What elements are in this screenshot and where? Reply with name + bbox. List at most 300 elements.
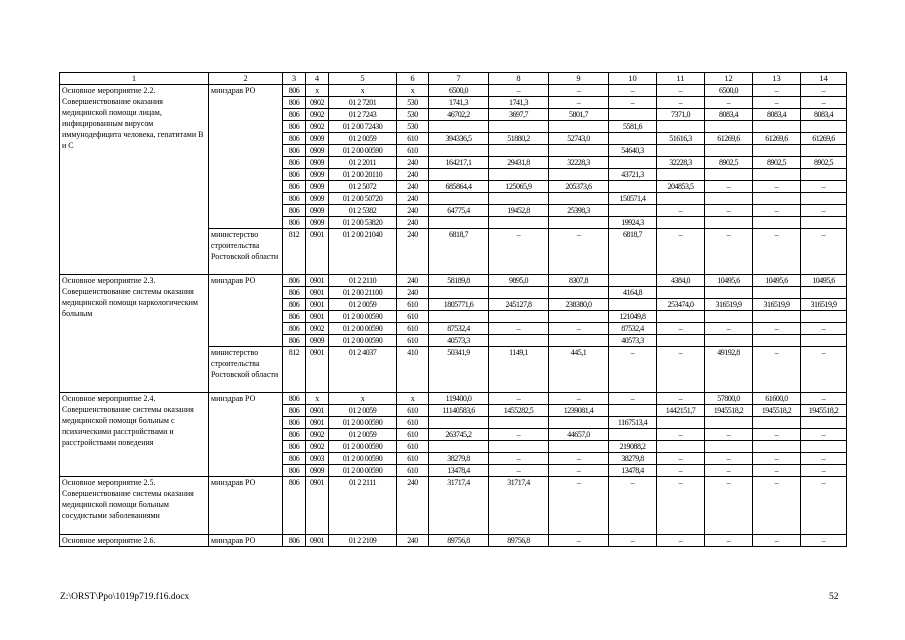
code-cell: 0909 [306, 133, 329, 145]
amount-cell: 61269,6 [705, 133, 753, 145]
amount-cell: 40573,3 [429, 335, 489, 347]
amount-cell: 8307,8 [549, 275, 609, 287]
code-cell: 610 [397, 405, 429, 417]
code-cell: 610 [397, 417, 429, 429]
activity-name-cell: Основное мероприятие 2.3. Совершенствование системы оказания медицинской помощи наркологическим больным [60, 275, 209, 393]
code-cell: 240 [397, 157, 429, 169]
code-cell: 0901 [306, 417, 329, 429]
code-cell: 01 2 00 72430 [329, 121, 397, 133]
amount-cell: – [753, 85, 801, 97]
executor-cell: минздрав РО [209, 393, 283, 477]
amount-cell: 61269,6 [801, 133, 847, 145]
amount-cell [705, 217, 753, 229]
code-cell: 610 [397, 429, 429, 441]
header-cell: 2 [209, 73, 283, 85]
amount-cell [705, 287, 753, 299]
code-cell: 610 [397, 441, 429, 453]
amount-cell [429, 311, 489, 323]
code-cell: 610 [397, 133, 429, 145]
amount-cell: 46702,2 [429, 109, 489, 121]
amount-cell: – [801, 453, 847, 465]
amount-cell: 164217,1 [429, 157, 489, 169]
code-cell: 01 2 00 21100 [329, 287, 397, 299]
amount-cell: – [657, 393, 705, 405]
amount-cell [657, 193, 705, 205]
code-cell: 0901 [306, 311, 329, 323]
amount-cell: – [705, 453, 753, 465]
code-cell: 0909 [306, 217, 329, 229]
amount-cell: – [753, 429, 801, 441]
amount-cell: – [801, 465, 847, 477]
code-cell: 806 [283, 287, 306, 299]
amount-cell [753, 311, 801, 323]
page-number: 52 [829, 592, 839, 602]
amount-cell: 19452,8 [489, 205, 549, 217]
amount-cell: 31717,4 [489, 477, 549, 535]
amount-cell: 6818,7 [609, 229, 657, 275]
amount-cell: 19924,3 [609, 217, 657, 229]
amount-cell [801, 121, 847, 133]
code-cell: 530 [397, 97, 429, 109]
code-cell: 0902 [306, 323, 329, 335]
amount-cell [753, 121, 801, 133]
amount-cell: 1442151,7 [657, 405, 705, 417]
amount-cell: – [657, 477, 705, 535]
amount-cell: 263745,2 [429, 429, 489, 441]
amount-cell: 10495,6 [801, 275, 847, 287]
amount-cell: 121049,8 [609, 311, 657, 323]
amount-cell [657, 169, 705, 181]
amount-cell: – [549, 97, 609, 109]
code-cell: 240 [397, 275, 429, 287]
amount-cell: 43721,3 [609, 169, 657, 181]
amount-cell [705, 441, 753, 453]
amount-cell: 238380,0 [549, 299, 609, 311]
amount-cell: – [753, 97, 801, 109]
amount-cell [801, 335, 847, 347]
executor-cell: министерство строительства Ростовской области [209, 229, 283, 275]
amount-cell [429, 217, 489, 229]
amount-cell: – [705, 229, 753, 275]
amount-cell [753, 441, 801, 453]
amount-cell [549, 217, 609, 229]
amount-cell [489, 335, 549, 347]
amount-cell: 38279,8 [429, 453, 489, 465]
amount-cell: 87532,4 [429, 323, 489, 335]
amount-cell [489, 441, 549, 453]
amount-cell: – [657, 205, 705, 217]
code-cell: 0901 [306, 477, 329, 535]
amount-cell: 57800,0 [705, 393, 753, 405]
amount-cell: 1455282,5 [489, 405, 549, 417]
code-cell: 806 [283, 181, 306, 193]
code-cell: 01 2 2110 [329, 275, 397, 287]
amount-cell [549, 193, 609, 205]
code-cell: 0902 [306, 109, 329, 121]
amount-cell: – [489, 85, 549, 97]
code-cell: 0909 [306, 181, 329, 193]
amount-cell: – [549, 477, 609, 535]
code-cell: 01 2 2109 [329, 535, 397, 547]
header-cell: 13 [753, 73, 801, 85]
amount-cell: – [489, 323, 549, 335]
amount-cell: – [753, 347, 801, 393]
amount-cell [753, 417, 801, 429]
amount-cell: 6818,7 [429, 229, 489, 275]
budget-table [59, 72, 847, 547]
code-cell: 812 [283, 229, 306, 275]
amount-cell: 61600,0 [753, 393, 801, 405]
amount-cell: 6500,0 [705, 85, 753, 97]
amount-cell: – [801, 393, 847, 405]
code-cell: 01 2 00 00590 [329, 441, 397, 453]
code-cell: 610 [397, 453, 429, 465]
code-cell: 806 [283, 465, 306, 477]
amount-cell: – [753, 205, 801, 217]
header-row [60, 73, 847, 85]
code-cell: 806 [283, 275, 306, 287]
amount-cell: – [549, 85, 609, 97]
code-cell: 01 2 00 00590 [329, 335, 397, 347]
code-cell: x [306, 393, 329, 405]
code-cell: 0909 [306, 335, 329, 347]
table-row [60, 275, 847, 287]
amount-cell: 31717,4 [429, 477, 489, 535]
amount-cell [489, 217, 549, 229]
amount-cell: 61269,6 [753, 133, 801, 145]
code-cell: 01 2 0059 [329, 429, 397, 441]
code-cell: 0901 [306, 229, 329, 275]
amount-cell [801, 145, 847, 157]
code-cell: 806 [283, 417, 306, 429]
code-cell: x [329, 393, 397, 405]
executor-cell: министерство строительства Ростовской области [209, 347, 283, 393]
amount-cell [429, 287, 489, 299]
code-cell: 01 2 00 50720 [329, 193, 397, 205]
code-cell: x [397, 85, 429, 97]
code-cell: 0909 [306, 145, 329, 157]
amount-cell [609, 275, 657, 287]
code-cell: 240 [397, 169, 429, 181]
code-cell: 01 2 00 21040 [329, 229, 397, 275]
amount-cell: – [801, 429, 847, 441]
code-cell: 0903 [306, 453, 329, 465]
amount-cell [753, 169, 801, 181]
amount-cell [657, 217, 705, 229]
amount-cell [549, 441, 609, 453]
amount-cell [705, 193, 753, 205]
code-cell: 610 [397, 323, 429, 335]
amount-cell: – [489, 429, 549, 441]
amount-cell [549, 145, 609, 157]
amount-cell: – [549, 535, 609, 547]
amount-cell: 316519,9 [801, 299, 847, 311]
executor-cell: минздрав РО [209, 275, 283, 347]
amount-cell [801, 217, 847, 229]
amount-cell: 25398,3 [549, 205, 609, 217]
code-cell: 806 [283, 405, 306, 417]
code-cell: 01 2 0059 [329, 133, 397, 145]
amount-cell: 10495,6 [753, 275, 801, 287]
amount-cell: 89756,8 [489, 535, 549, 547]
amount-cell [753, 335, 801, 347]
amount-cell [489, 311, 549, 323]
amount-cell: – [489, 465, 549, 477]
amount-cell: – [489, 453, 549, 465]
header-cell: 4 [306, 73, 329, 85]
amount-cell [549, 287, 609, 299]
amount-cell: 64775,4 [429, 205, 489, 217]
code-cell: 0902 [306, 441, 329, 453]
table-row [60, 85, 847, 97]
amount-cell [753, 145, 801, 157]
amount-cell [429, 193, 489, 205]
code-cell: 01 2 00 00590 [329, 417, 397, 429]
amount-cell [657, 121, 705, 133]
amount-cell [705, 121, 753, 133]
amount-cell: – [753, 465, 801, 477]
amount-cell [657, 145, 705, 157]
amount-cell: – [801, 85, 847, 97]
code-cell: 806 [283, 453, 306, 465]
amount-cell: 5581,6 [609, 121, 657, 133]
amount-cell [705, 145, 753, 157]
amount-cell [705, 169, 753, 181]
amount-cell: 7371,0 [657, 109, 705, 121]
amount-cell: 8902,5 [705, 157, 753, 169]
amount-cell [489, 287, 549, 299]
amount-cell: – [753, 323, 801, 335]
code-cell: 806 [283, 323, 306, 335]
amount-cell: 1741,3 [489, 97, 549, 109]
amount-cell [489, 193, 549, 205]
code-cell: 01 2 0059 [329, 405, 397, 417]
code-cell: 610 [397, 335, 429, 347]
code-cell: 01 2 00 00590 [329, 145, 397, 157]
amount-cell: – [549, 229, 609, 275]
code-cell: 806 [283, 205, 306, 217]
amount-cell: 316519,9 [753, 299, 801, 311]
amount-cell [429, 169, 489, 181]
amount-cell [609, 109, 657, 121]
code-cell: 812 [283, 347, 306, 393]
table-row [60, 393, 847, 405]
amount-cell: 32228,3 [549, 157, 609, 169]
amount-cell: 1805771,6 [429, 299, 489, 311]
amount-cell [753, 217, 801, 229]
activity-name-cell: Основное мероприятие 2.5. Совершенствование системы оказания медицинской помощи больным сосудистыми заболеваниями [60, 477, 209, 535]
amount-cell: 1239081,4 [549, 405, 609, 417]
amount-cell: – [753, 181, 801, 193]
amount-cell [705, 417, 753, 429]
amount-cell: 13478,4 [429, 465, 489, 477]
amount-cell: 44657,0 [549, 429, 609, 441]
code-cell: 0909 [306, 193, 329, 205]
header-cell: 6 [397, 73, 429, 85]
table-row [60, 535, 847, 547]
amount-cell [753, 193, 801, 205]
amount-cell: 51880,2 [489, 133, 549, 145]
code-cell: 806 [283, 393, 306, 405]
amount-cell: – [753, 535, 801, 547]
amount-cell: 205373,6 [549, 181, 609, 193]
amount-cell [429, 441, 489, 453]
amount-cell: – [609, 393, 657, 405]
amount-cell: – [657, 229, 705, 275]
amount-cell [657, 287, 705, 299]
amount-cell [549, 121, 609, 133]
amount-cell: 219088,2 [609, 441, 657, 453]
amount-cell: – [801, 477, 847, 535]
file-path: Z:\ORST\Ppo\1019p719.f16.docx [60, 592, 190, 602]
amount-cell: 3697,7 [489, 109, 549, 121]
executor-cell: минздрав РО [209, 85, 283, 229]
amount-cell [609, 181, 657, 193]
code-cell: 240 [397, 193, 429, 205]
amount-cell [549, 169, 609, 181]
amount-cell: 87532,4 [609, 323, 657, 335]
amount-cell: 13478,4 [609, 465, 657, 477]
amount-cell [489, 121, 549, 133]
amount-cell: – [549, 323, 609, 335]
header-cell: 1 [60, 73, 209, 85]
code-cell: 0901 [306, 287, 329, 299]
amount-cell: 119400,0 [429, 393, 489, 405]
amount-cell: 8083,4 [705, 109, 753, 121]
code-cell: 01 2 0059 [329, 299, 397, 311]
code-cell: 0909 [306, 157, 329, 169]
amount-cell: 32228,3 [657, 157, 705, 169]
code-cell: 806 [283, 169, 306, 181]
code-cell: 01 2 5072 [329, 181, 397, 193]
amount-cell [801, 193, 847, 205]
amount-cell: – [657, 453, 705, 465]
activity-name-cell: Основное мероприятие 2.4. Совершенствование системы оказания медицинской помощи больным с психическими расстройствами и расстройствами поведения [60, 393, 209, 477]
code-cell: 01 2 00 53820 [329, 217, 397, 229]
code-cell: 806 [283, 157, 306, 169]
amount-cell: 89756,8 [429, 535, 489, 547]
code-cell: 806 [283, 193, 306, 205]
amount-cell [801, 169, 847, 181]
amount-cell [549, 417, 609, 429]
amount-cell [801, 287, 847, 299]
amount-cell [657, 441, 705, 453]
code-cell: 0901 [306, 405, 329, 417]
code-cell: 806 [283, 109, 306, 121]
code-cell: 530 [397, 109, 429, 121]
amount-cell [489, 417, 549, 429]
code-cell: 01 2 00 00590 [329, 311, 397, 323]
amount-cell: – [489, 229, 549, 275]
amount-cell: – [705, 477, 753, 535]
amount-cell: – [657, 535, 705, 547]
amount-cell: 29431,8 [489, 157, 549, 169]
amount-cell [609, 429, 657, 441]
code-cell: 0909 [306, 205, 329, 217]
code-cell: 806 [283, 85, 306, 97]
amount-cell: 253474,0 [657, 299, 705, 311]
code-cell: 530 [397, 121, 429, 133]
code-cell: 806 [283, 121, 306, 133]
code-cell: 01 2 00 00590 [329, 453, 397, 465]
code-cell: 240 [397, 535, 429, 547]
amount-cell: – [489, 393, 549, 405]
header-cell: 12 [705, 73, 753, 85]
amount-cell: – [657, 347, 705, 393]
amount-cell [429, 145, 489, 157]
code-cell: 806 [283, 145, 306, 157]
amount-cell: 316519,9 [705, 299, 753, 311]
amount-cell: 5801,7 [549, 109, 609, 121]
amount-cell: – [753, 229, 801, 275]
code-cell: 806 [283, 429, 306, 441]
code-cell: 0901 [306, 275, 329, 287]
amount-cell: – [801, 97, 847, 109]
amount-cell: 8083,4 [753, 109, 801, 121]
header-cell: 7 [429, 73, 489, 85]
code-cell: 01 2 2111 [329, 477, 397, 535]
amount-cell [609, 157, 657, 169]
amount-cell: – [705, 535, 753, 547]
code-cell: 806 [283, 535, 306, 547]
amount-cell: 58189,8 [429, 275, 489, 287]
code-cell: 0902 [306, 97, 329, 109]
header-cell: 5 [329, 73, 397, 85]
amount-cell: – [657, 429, 705, 441]
amount-cell: – [801, 347, 847, 393]
amount-cell [489, 145, 549, 157]
amount-cell: 394336,5 [429, 133, 489, 145]
amount-cell: 1945518,2 [801, 405, 847, 417]
code-cell: 806 [283, 311, 306, 323]
activity-name-cell: Основное мероприятие 2.6. [60, 535, 209, 547]
amount-cell: 8083,4 [801, 109, 847, 121]
amount-cell [609, 299, 657, 311]
amount-cell: 1945518,2 [705, 405, 753, 417]
amount-cell: 8902,5 [801, 157, 847, 169]
amount-cell: 1149,1 [489, 347, 549, 393]
amount-cell: 54640,3 [609, 145, 657, 157]
code-cell: 610 [397, 145, 429, 157]
amount-cell: – [609, 97, 657, 109]
code-cell: 0909 [306, 169, 329, 181]
header-cell: 8 [489, 73, 549, 85]
code-cell: 0909 [306, 465, 329, 477]
code-cell: x [397, 393, 429, 405]
header-cell: 3 [283, 73, 306, 85]
code-cell: 01 2 00 00590 [329, 465, 397, 477]
amount-cell: 4384,0 [657, 275, 705, 287]
amount-cell: – [549, 453, 609, 465]
code-cell: 01 2 5382 [329, 205, 397, 217]
code-cell: 806 [283, 441, 306, 453]
amount-cell: – [705, 429, 753, 441]
code-cell: 610 [397, 465, 429, 477]
code-cell: 806 [283, 217, 306, 229]
amount-cell [657, 417, 705, 429]
amount-cell: – [801, 323, 847, 335]
amount-cell: – [549, 393, 609, 405]
amount-cell: – [609, 347, 657, 393]
amount-cell: – [705, 97, 753, 109]
amount-cell [657, 311, 705, 323]
amount-cell: – [609, 477, 657, 535]
code-cell: 01 2 7243 [329, 109, 397, 121]
amount-cell: – [705, 465, 753, 477]
amount-cell: 6500,0 [429, 85, 489, 97]
code-cell: 240 [397, 287, 429, 299]
amount-cell: – [657, 323, 705, 335]
